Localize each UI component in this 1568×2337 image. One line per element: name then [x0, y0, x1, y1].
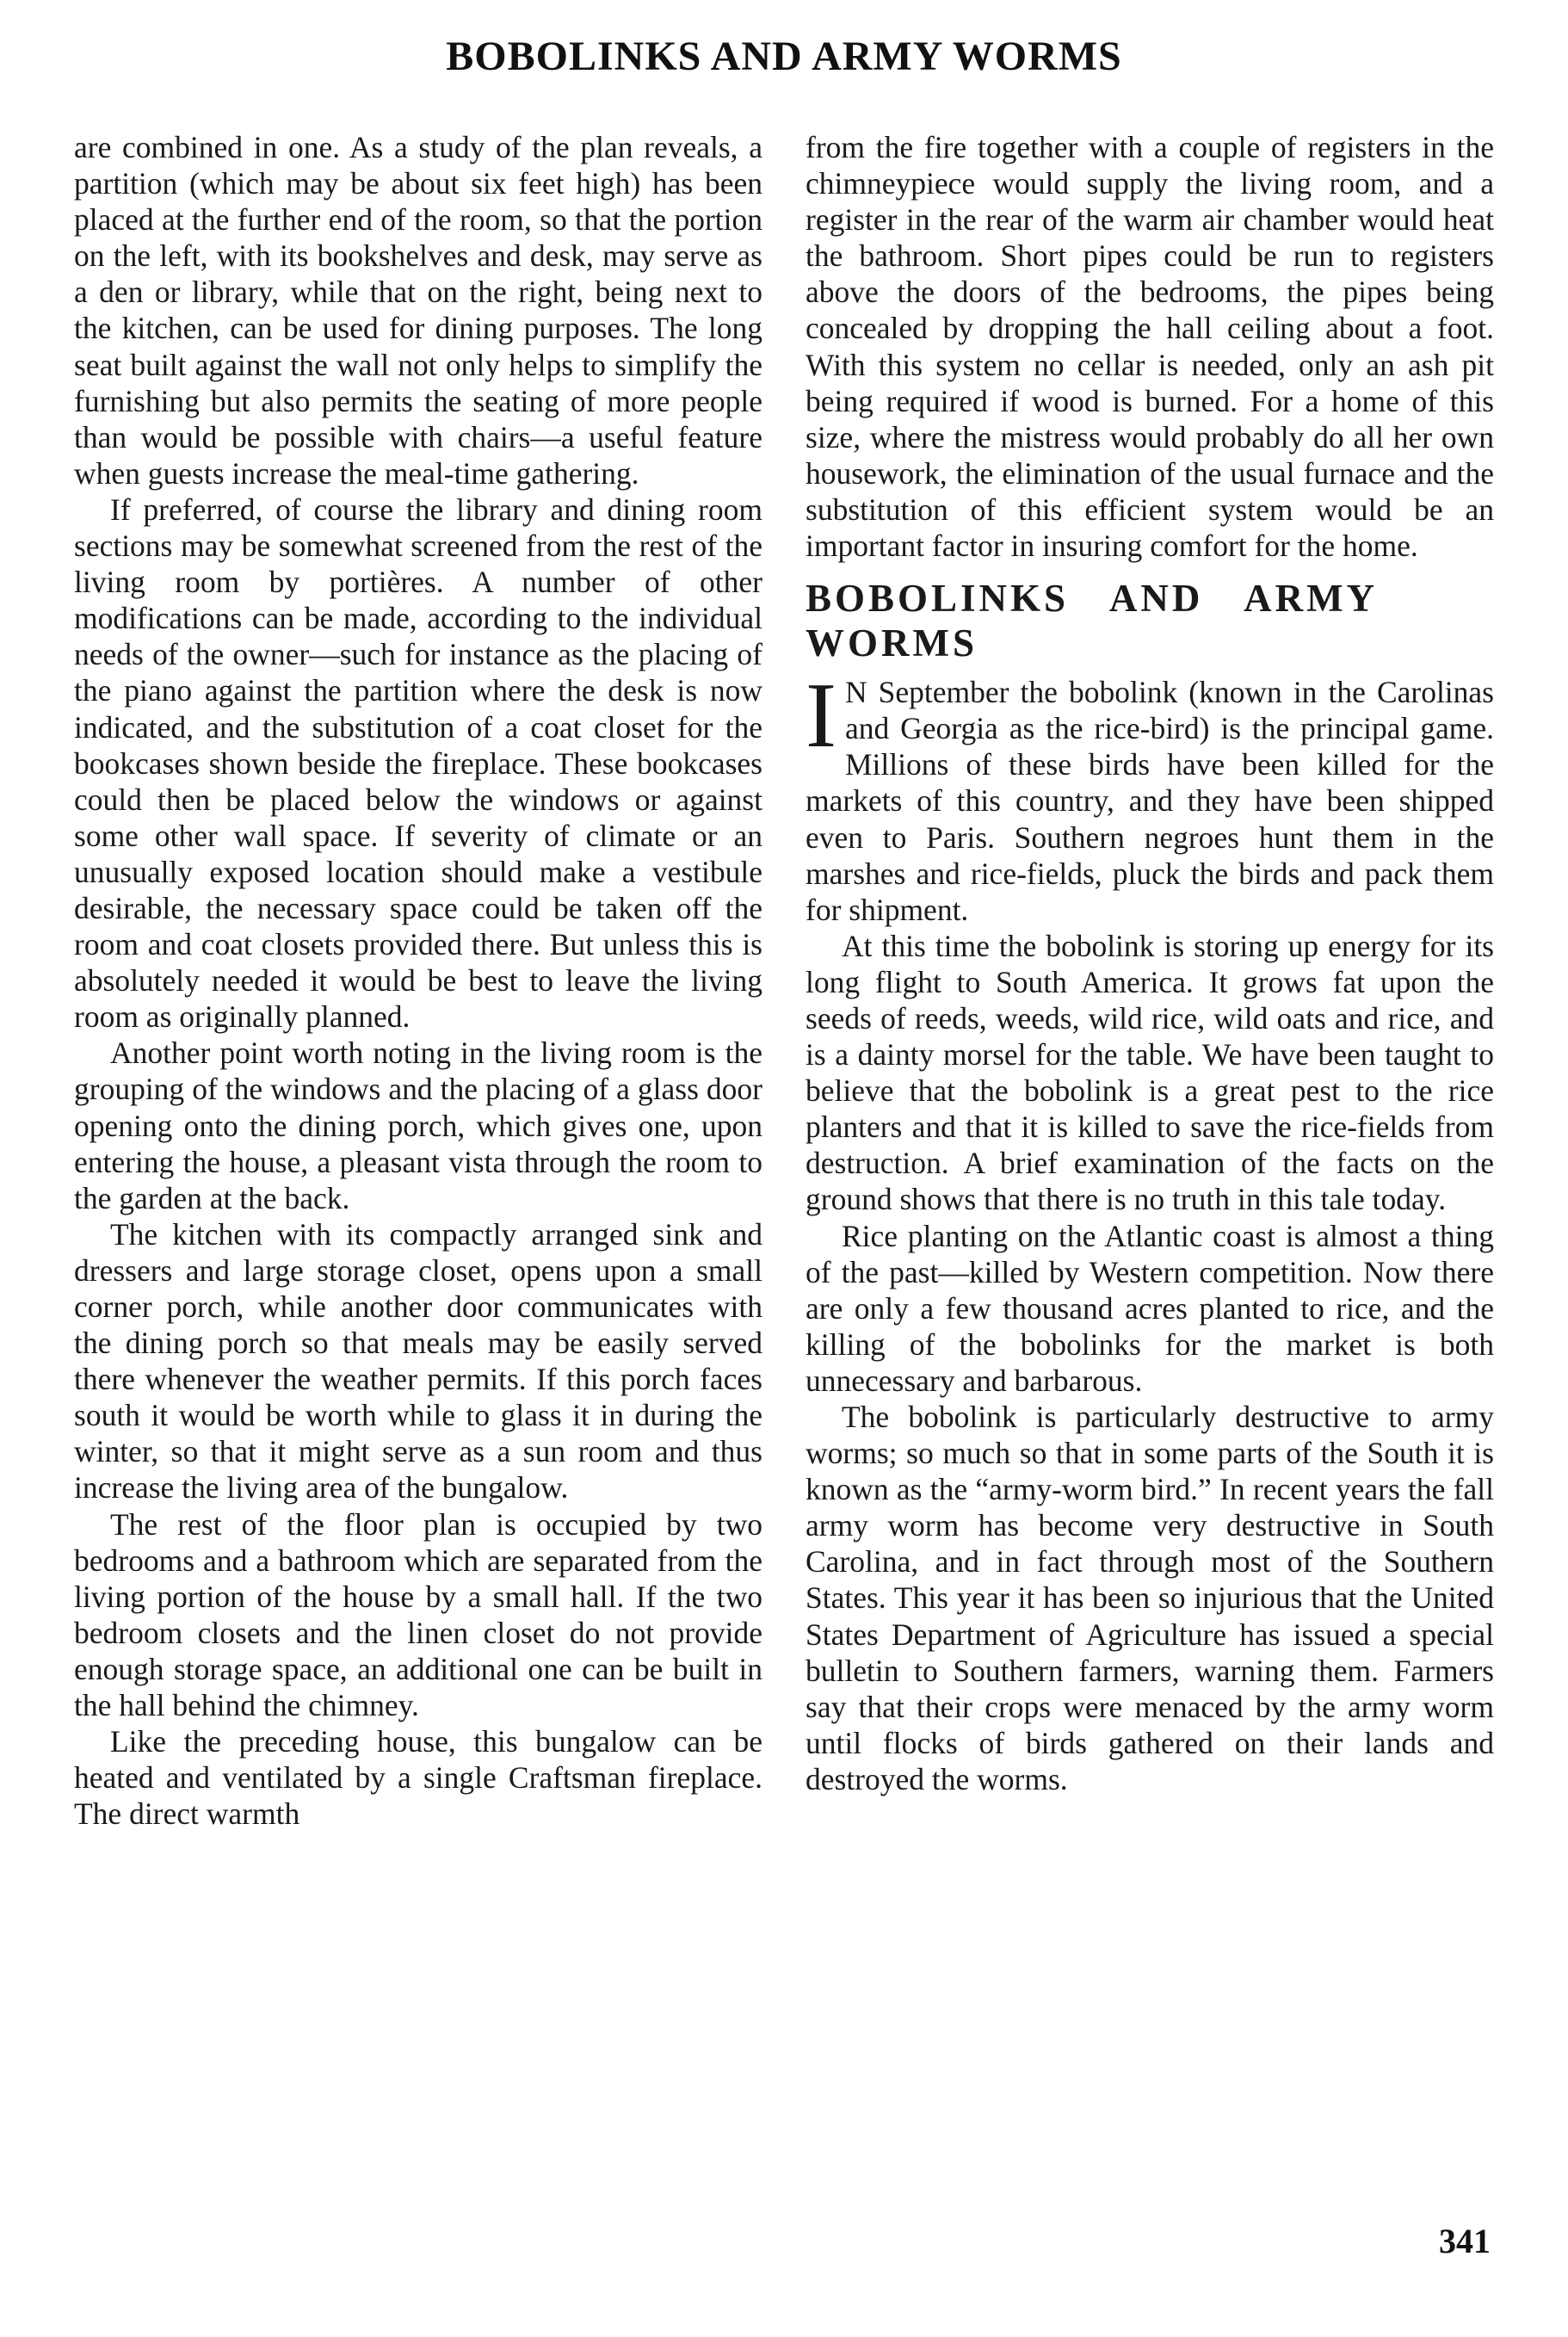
paragraph: from the fire together with a couple of registers in the chimneypiece would supply the living room, and a register in the rear of the warm air chamber would heat the bathroom. Short pipes could be run to registers above the doors of the bedrooms, the pipes being concealed by dropping the hall ceiling about a foot. With this system no cellar is needed, only an ash pit being required if wood is burned. For a home of this size, where the mistress would probably do all her own housework, the elimination of the usual furnace and the substitution of this efficient system would be an important factor in insuring comfort for the home.	[806, 130, 1494, 564]
paragraph: are combined in one. As a study of the plan reveals, a partition (which may be about six feet high) has been placed at the further end of the room, so that the portion on the left, with its bookshelves and desk, may serve as a den or library, while that on the right, being next to the kitchen, can be used for dining purposes. The long seat built against the wall not only helps to simplify the furnishing but also permits the seating of more people than would be possible with chairs—a useful feature when guests increase the meal-time gathering.	[74, 130, 762, 491]
drop-cap: I	[806, 665, 836, 768]
opening-paragraph-text: N September the bobolink (known in the Carolinas and Georgia as the rice-bird) is the principal game. Millions of these birds have been killed for the markets of this country, and they have been shipped even to Paris. Southern negroes hunt them in the marshes and rice-fields, pluck the birds and pack them for shipment.	[806, 675, 1494, 927]
opening-paragraph	[806, 665, 1494, 928]
paragraph: Rice planting on the Atlantic coast is almost a thing of the past—killed by Western competition. Now there are only a few thousand acres planted to rice, and the killing of the bobolinks for the market is both unnecessary and barbarous.	[806, 1218, 1494, 1398]
paragraph: At this time the bobolink is storing up energy for its long flight to South America. It grows fat upon the seeds of reeds, weeds, wild rice, wild oats and rice, and is a dainty morsel for the table. We have been taught to believe that the bobolink is a great pest to the rice planters and that it is killed to save the rice-fields from destruction. A brief examination of the facts on the ground shows that there is no truth in this tale today.	[806, 928, 1494, 1217]
paragraph: Another point worth noting in the living room is the grouping of the windows and the placing of a glass door opening onto the dining porch, which gives one, upon entering the house, a pleasant vista through the room to the garden at the back.	[74, 1036, 762, 1215]
running-head: BOBOLINKS AND ARMY WORMS	[446, 34, 1122, 79]
paragraph: The bobolink is particularly destructive to army worms; so much so that in some parts of the South it is known as the “army-worm bird.” In recent years the fall army worm has become very destructive in South Carolina, and in fact through most of the Southern States. This year it has been so injurious that the United States Department of Agriculture has issued a special bulletin to Southern farmers, warning them. Farmers say that their crops were menaced by the army worm until flocks of birds gathered on their lands and destroyed the worms.	[806, 1400, 1494, 1796]
page-number: 341	[1439, 2222, 1491, 2260]
section-heading: BOBOLINKS AND ARMY WORMS	[806, 577, 1377, 665]
paragraph: If preferred, of course the library and dining room sections may be somewhat screened from the rest of the living room by portières. A number of other modifications can be made, according to the individual needs of the owner—such for instance as the placing of the piano against the partition where the desk is now indicated, and the substitution of a coat closet for the bookcases shown beside the fireplace. These bookcases could then be placed below the windows or against some other wall space. If severity of climate or an unusually exposed location should make a vestibule desirable, the necessary space could be taken off the room and coat closets provided there. But unless this is absolutely needed it would be best to leave the living room as originally planned.	[74, 492, 762, 1035]
paragraph: Like the preceding house, this bungalow can be heated and ventilated by a single Craftsman fireplace. The direct warmth	[74, 1724, 762, 1832]
paragraph: The kitchen with its compactly arranged sink and dressers and large storage closet, opens upon a small corner porch, while another door communicates with the dining porch so that meals may be easily served there whenever the weather permits. If this porch faces south it would be worth while to glass it in during the winter, so that it might serve as a sun room and thus increase the living area of the bungalow.	[74, 1216, 762, 1505]
left-column	[74, 129, 762, 1832]
right-column	[806, 129, 1494, 1797]
paragraph: The rest of the floor plan is occupied by two bedrooms and a bathroom which are separated from the living portion of the house by a small hall. If the two bedroom closets and the linen closet do not provide enough storage space, an additional one can be built in the hall behind the chimney.	[74, 1506, 762, 1723]
